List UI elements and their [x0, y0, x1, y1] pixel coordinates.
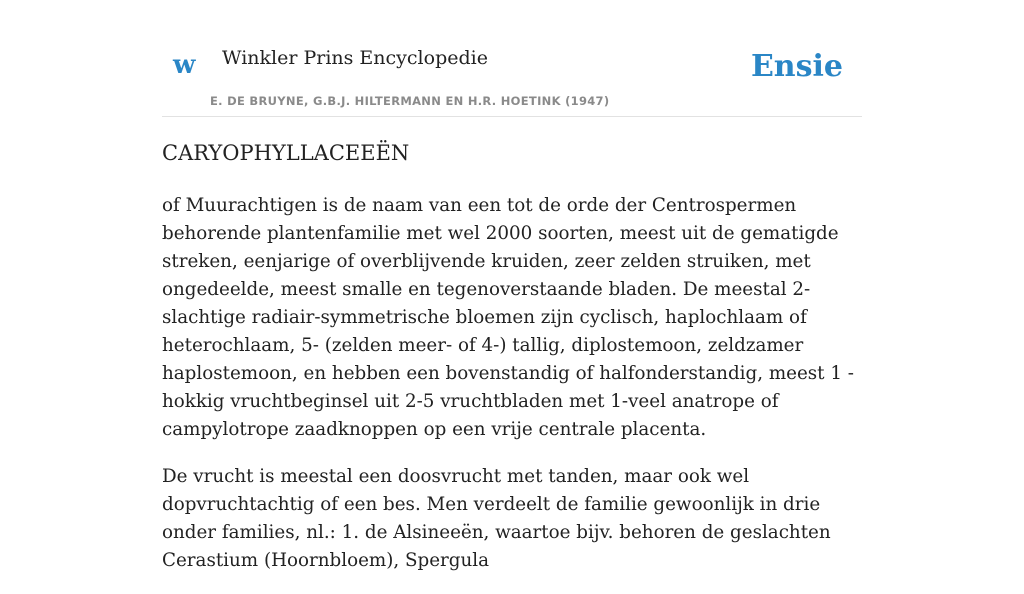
winkler-prins-logo[interactable]: w [173, 50, 196, 80]
entry-title: CARYOPHYLLACEEËN [162, 141, 410, 165]
header [162, 0, 862, 117]
article-body [162, 192, 862, 594]
authors-line: E. DE BRUYNE, G.B.J. HILTERMANN EN H.R. HOETINK (1947) [210, 94, 610, 108]
paragraph: De vrucht is meestal een doosvrucht met tanden, maar ook wel dopvruchtachtig of een bes. Men verdeelt de familie gewoonlijk in drie onder families, nl.: 1. de Alsineeën, waartoe bijv. behoren de geslachten Cerastium (Hoornbloem), Spergula [162, 466, 831, 571]
article-page [162, 0, 862, 571]
ensie-logo[interactable]: Ensie [750, 49, 843, 84]
paragraph: of Muurachtigen is de naam van een tot de orde der Centrospermen behorende plantenfamilie met wel 2000 soorten, meest uit de gematigde streken, eenjarige of overblijvende kruiden, zeer zelden struiken, met ongedeelde, meest smalle en tegenoverstaande bladen. De meestal 2-slachtige radiair-symmetrische bloemen zijn cyclisch, haplochlaam of heterochlaam, 5- (zelden meer- of 4-) tallig, diplostemoon, zeldzamer haplostemoon, en hebben een bovenstandig of halfonderstandig, meest 1 -hokkig vruchtbeginsel uit 2-5 vruchtbladen met 1-veel anatrope of campylotrope zaadknoppen op een vrije centrale placenta. [162, 195, 854, 440]
publication-title[interactable]: Winkler Prins Encyclopedie [222, 47, 488, 69]
